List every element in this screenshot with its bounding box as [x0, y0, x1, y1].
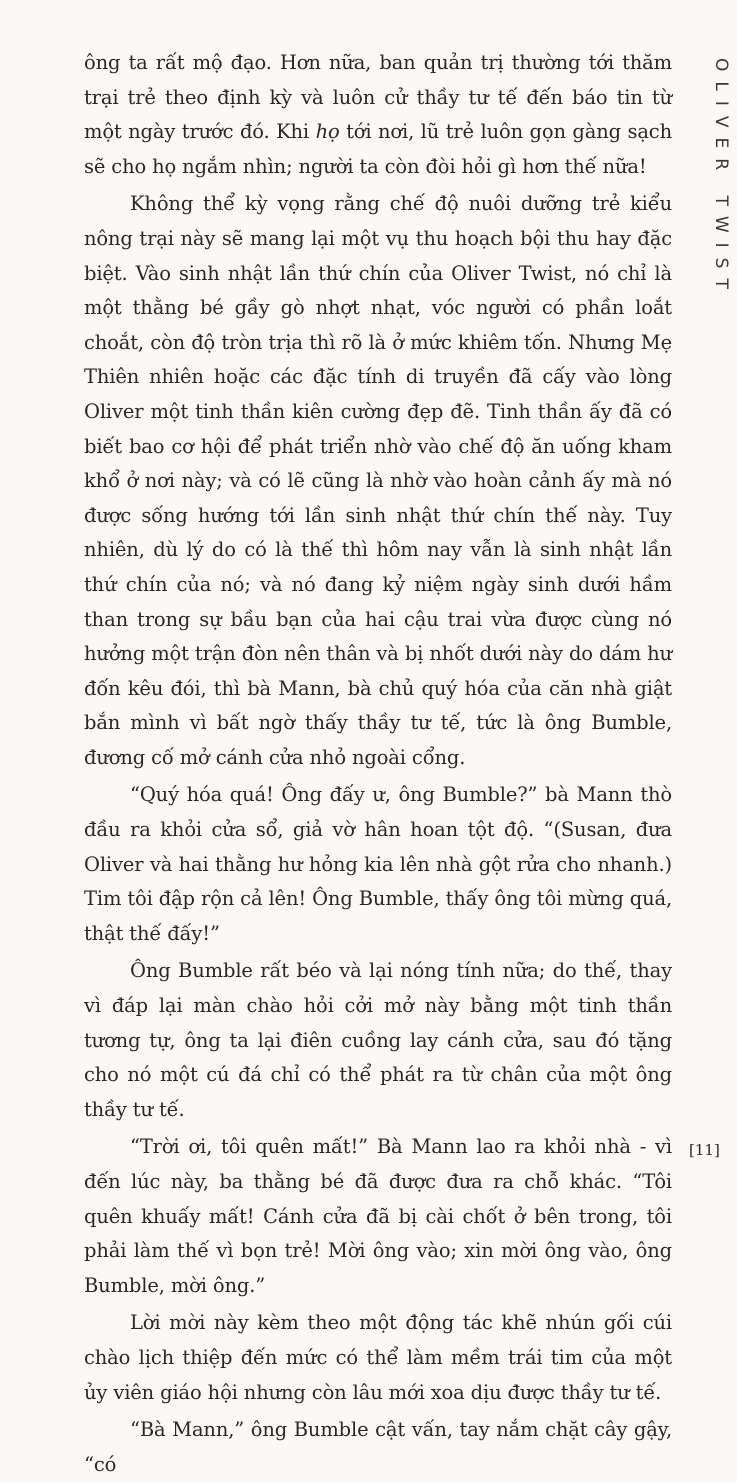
text-run: Ông Bumble rất béo và lại nóng tính nữa; do thế, thay vì đáp lại màn chào hỏi cởi mở này bằng một tinh thần tương tự, ông ta lại điên cuồng lay cánh cửa, sau đó tặng cho nó một cú đá chỉ có thể phát ra từ chân của một ông thầy tư tế. — [84, 959, 672, 1121]
page-number: [11] — [689, 1141, 720, 1159]
paragraph-6 — [84, 1306, 672, 1410]
italic-emphasis: họ — [315, 120, 340, 144]
text-run: ông ta rất mộ đạo. Hơn nữa, ban quản trị thường tới thăm trại trẻ theo định kỳ và luôn cử thầy tư tế đến báo tin từ một ngày trước đó. Khi — [84, 51, 672, 144]
text-run: “Bà Mann,” ông Bumble cật vấn, tay nắm chặt cây gậy, “có — [84, 1418, 672, 1476]
text-run: Lời mời này kèm theo một động tác khẽ nhún gối cúi chào lịch thiệp đến mức có thể làm mềm trái tim của một ủy viên giáo hội nhưng còn lâu mới xoa dịu được thầy tư tế. — [84, 1311, 672, 1404]
paragraph-2 — [84, 187, 672, 775]
paragraph-5 — [84, 1130, 672, 1303]
text-run: “Quý hóa quá! Ông đấy ư, ông Bumble?” bà Mann thò đầu ra khỏi cửa sổ, giả vờ hân hoan tột độ. “(Susan, đưa Oliver và hai thằng hư hỏng kia lên nhà gột rửa cho nhanh.) Tim tôi đập rộn cả lên! Ông Bumble, thấy ông tôi mừng quá, thật thế đấy!” — [84, 783, 672, 945]
text-run: “Trời ơi, tôi quên mất!” Bà Mann lao ra khỏi nhà - vì đến lúc này, ba thằng bé đã được đưa ra chỗ khác. “Tôi quên khuấy mất! Cánh cửa đã bị cài chốt ở bên trong, tôi phải làm thế vì bọn trẻ! Mời ông vào; xin mời ông vào, ông Bumble, mời ông.” — [84, 1135, 672, 1297]
paragraph-1 — [84, 46, 672, 184]
body-text — [84, 46, 672, 1482]
text-run: tới nơi, lũ trẻ luôn gọn gàng sạch sẽ cho họ ngắm nhìn; người ta còn đòi hỏi gì hơn thế nữa! — [84, 120, 672, 178]
paragraph-7 — [84, 1413, 672, 1482]
running-head: OLIVER TWIST — [711, 58, 731, 299]
paragraph-4 — [84, 954, 672, 1127]
text-run: Không thể kỳ vọng rằng chế độ nuôi dưỡng trẻ kiểu nông trại này sẽ mang lại một vụ thu hoạch bội thu hay đặc biệt. Vào sinh nhật lần thứ chín của Oliver Twist, nó chỉ là một thằng bé gầy gò nhợt nhạt, vóc người có phần loắt choắt, còn độ tròn trịa thì rõ là ở mức khiêm tốn. Nhưng Mẹ Thiên nhiên hoặc các đặc tính di truyền đã cấy vào lòng Oliver một tinh thần kiên cường đẹp đẽ. Tinh thần ấy đã có biết bao cơ hội để phát triển nhờ vào chế độ ăn uống kham khổ ở nơi này; và có lẽ cũng là nhờ vào hoàn cảnh ấy mà nó được sống hướng tới lần sinh nhật thứ chín thế này. Tuy nhiên, dù lý do có là thế thì hôm nay vẫn là sinh nhật lần thứ chín của nó; và nó đang kỷ niệm ngày sinh dưới hầm than trong sự bầu bạn của hai cậu trai vừa được cùng nó hưởng một trận đòn nên thân và bị nhốt dưới này do dám hư đốn kêu đói, thì bà Mann, bà chủ quý hóa của căn nhà giật bắn mình vì bất ngờ thấy thầy tư tế, tức là ông Bumble, đương cố mở cánh cửa nhỏ ngoài cổng. — [84, 192, 672, 769]
paragraph-3 — [84, 778, 672, 951]
